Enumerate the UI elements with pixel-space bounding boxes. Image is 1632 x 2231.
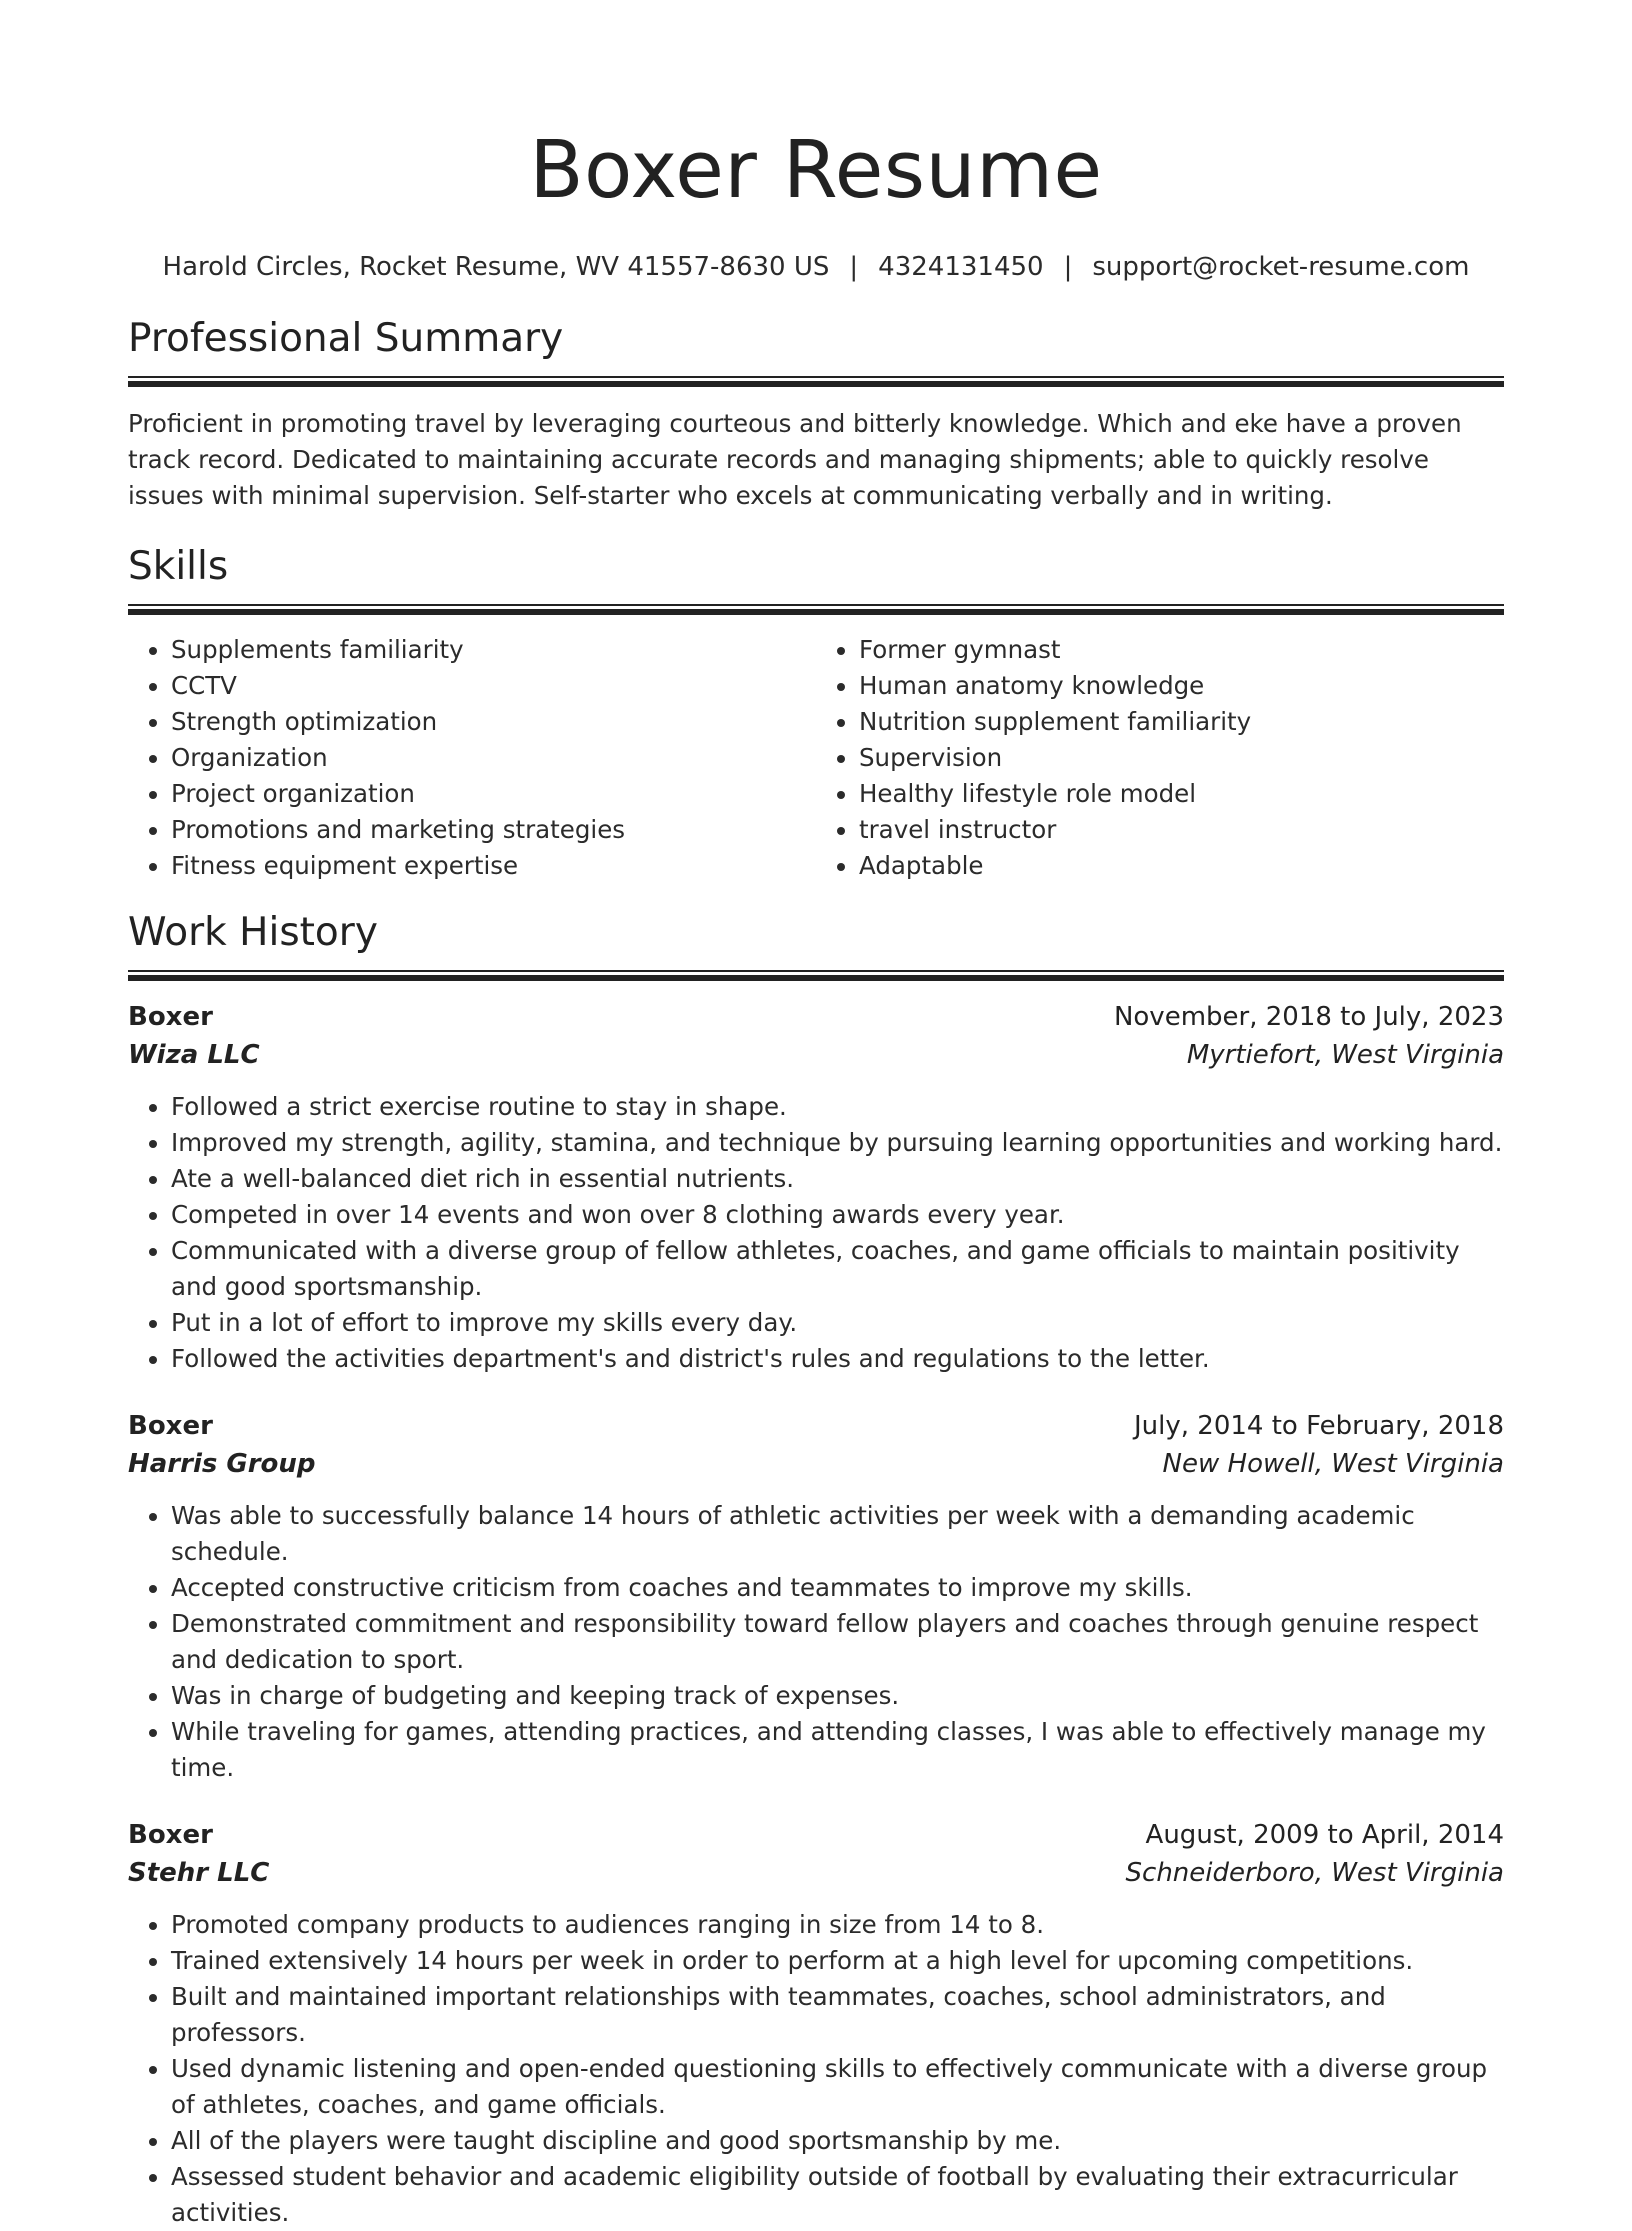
skill-item: • Adaptable	[859, 848, 1504, 884]
job-bullet: • Accepted constructive criticism from coaches and teammates to improve my skills.	[171, 1570, 1504, 1606]
job-company-row	[128, 1854, 1504, 1892]
job-bullet: • Used dynamic listening and open-ended questioning skills to effectively communicate with a diverse group of athletes, coaches, and game officials.	[171, 2051, 1504, 2123]
work-history-heading: Work History	[128, 910, 378, 955]
section-divider	[128, 604, 1504, 615]
skill-item: • Supervision	[859, 740, 1504, 776]
job-entry	[128, 998, 1504, 1377]
job-dates: November, 2018 to July, 2023	[1113, 1002, 1504, 1032]
contact-email: support@rocket-resume.com	[1092, 252, 1470, 282]
skills-section	[128, 542, 1504, 884]
contact-line	[128, 250, 1504, 284]
job-bullet: • Promoted company products to audiences ranging in size from 14 to 8.	[171, 1907, 1504, 1943]
job-bullet: • Improved my strength, agility, stamina, and technique by pursuing learning opportunities and working hard.	[171, 1125, 1504, 1161]
job-bullet: • Ate a well-balanced diet rich in essential nutrients.	[171, 1161, 1504, 1197]
skill-item: • Healthy lifestyle role model	[859, 776, 1504, 812]
skills-list-left	[128, 632, 816, 884]
skill-item: • Organization	[171, 740, 816, 776]
job-header-row	[128, 1407, 1504, 1445]
contact-separator: |	[849, 252, 859, 282]
job-bullet: • All of the players were taught discipline and good sportsmanship by me.	[171, 2123, 1504, 2159]
job-bullet: • Was in charge of budgeting and keeping track of expenses.	[171, 1678, 1504, 1714]
job-bullets	[128, 1907, 1504, 2231]
job-bullet: • Trained extensively 14 hours per week in order to perform at a high level for upcoming competitions.	[171, 1943, 1504, 1979]
skill-item: • Supplements familiarity	[171, 632, 816, 668]
section-divider	[128, 376, 1504, 387]
skill-item: • Fitness equipment expertise	[171, 848, 816, 884]
job-bullet: • Put in a lot of effort to improve my skills every day.	[171, 1305, 1504, 1341]
job-bullet: • While traveling for games, attending practices, and attending classes, I was able to effectively manage my time.	[171, 1714, 1504, 1786]
skill-item: • CCTV	[171, 668, 816, 704]
job-bullet: • Demonstrated commitment and responsibility toward fellow players and coaches through genuine respect and dedication to sport.	[171, 1606, 1504, 1678]
job-bullet: • Followed a strict exercise routine to stay in shape.	[171, 1089, 1504, 1125]
job-dates: July, 2014 to February, 2018	[1134, 1411, 1504, 1441]
job-entry	[128, 1407, 1504, 1786]
section-divider	[128, 970, 1504, 981]
job-company: Harris Group	[128, 1449, 316, 1479]
job-bullet: • Competed in over 14 events and won over 8 clothing awards every year.	[171, 1197, 1504, 1233]
skill-item: • Strength optimization	[171, 704, 816, 740]
job-entry	[128, 1816, 1504, 2231]
skill-item: • Project organization	[171, 776, 816, 812]
skill-item: • Former gymnast	[859, 632, 1504, 668]
job-bullets	[128, 1498, 1504, 1786]
contact-address: Harold Circles, Rocket Resume, WV 41557-8630 US	[162, 252, 830, 282]
contact-separator: |	[1063, 252, 1073, 282]
job-location: New Howell, West Virginia	[1162, 1449, 1504, 1479]
job-dates: August, 2009 to April, 2014	[1145, 1820, 1504, 1850]
job-bullet: • Assessed student behavior and academic eligibility outside of football by evaluating their extracurricular activities.	[171, 2159, 1504, 2231]
job-company: Stehr LLC	[128, 1858, 270, 1888]
skill-item: • Promotions and marketing strategies	[171, 812, 816, 848]
job-bullet: • Built and maintained important relationships with teammates, coaches, school administrators, and professors.	[171, 1979, 1504, 2051]
summary-heading: Professional Summary	[128, 316, 564, 361]
resume-title: Boxer Resume	[529, 124, 1103, 216]
summary-section	[128, 314, 1504, 514]
job-bullets	[128, 1089, 1504, 1377]
work-history-section	[128, 908, 1504, 2231]
job-location: Schneiderboro, West Virginia	[1125, 1858, 1504, 1888]
job-bullet: • Was able to successfully balance 14 hours of athletic activities per week with a demanding academic schedule.	[171, 1498, 1504, 1570]
job-company-row	[128, 1036, 1504, 1074]
job-title: Boxer	[128, 1820, 213, 1850]
skill-item: • Nutrition supplement familiarity	[859, 704, 1504, 740]
skills-list-right	[816, 632, 1504, 884]
job-location: Myrtiefort, West Virginia	[1186, 1040, 1504, 1070]
contact-phone: 4324131450	[878, 252, 1044, 282]
job-bullet: • Followed the activities department's and district's rules and regulations to the letter.	[171, 1341, 1504, 1377]
job-title: Boxer	[128, 1411, 213, 1441]
summary-text: Proficient in promoting travel by leveraging courteous and bitterly knowledge. Which and eke have a proven track record. Dedicated to maintaining accurate records and managing shipments; able to quickly resolve issues with minimal supervision. Self-starter who excels at communicating verbally and in writing.	[128, 409, 1462, 510]
skill-item: • travel instructor	[859, 812, 1504, 848]
skills-columns	[128, 632, 1504, 884]
skills-heading: Skills	[128, 544, 229, 589]
job-title: Boxer	[128, 1002, 213, 1032]
job-header-row	[128, 1816, 1504, 1854]
job-bullet: • Communicated with a diverse group of fellow athletes, coaches, and game officials to maintain positivity and good sportsmanship.	[171, 1233, 1504, 1305]
job-header-row	[128, 998, 1504, 1036]
job-company: Wiza LLC	[128, 1040, 260, 1070]
job-company-row	[128, 1445, 1504, 1483]
skill-item: • Human anatomy knowledge	[859, 668, 1504, 704]
